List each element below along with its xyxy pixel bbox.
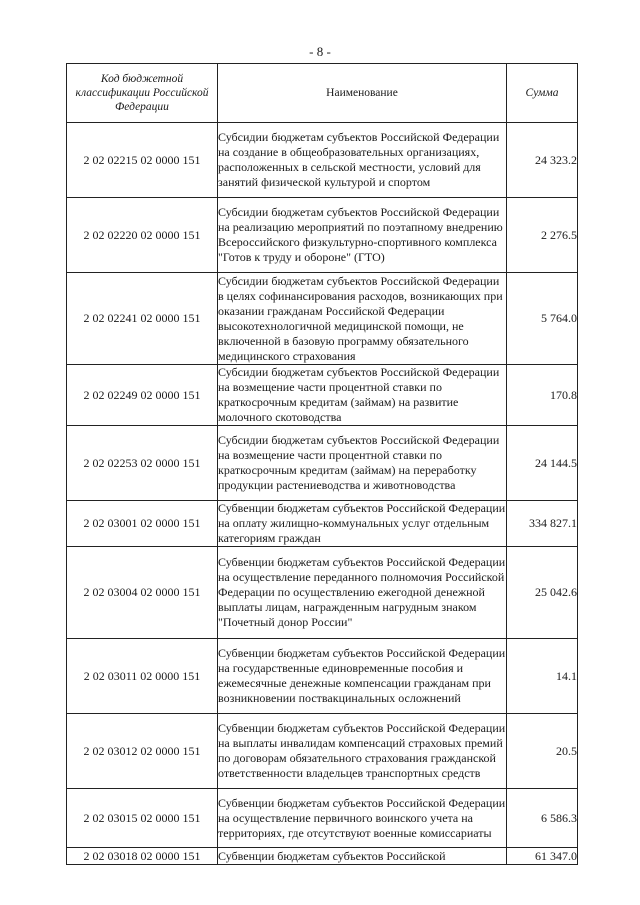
row-code: 2 02 02215 02 0000 151 xyxy=(67,123,218,198)
row-name: Субсидии бюджетам субъектов Российской Федерации на возмещение части процентной ставки по краткосрочным кредитам (займам) на развитие молочного скотоводства xyxy=(218,365,507,426)
header-code: Код бюджетной классификации Российской Федерации xyxy=(67,64,218,123)
table-row xyxy=(67,426,578,501)
row-sum: 25 042.6 xyxy=(507,547,578,639)
row-name: Субвенции бюджетам субъектов Российской Федерации на выплаты инвалидам компенсаций страховых премий по договорам обязательного страхования гражданской ответственности владельцев транспортных средств xyxy=(218,714,507,789)
row-sum: 2 276.5 xyxy=(507,198,578,273)
row-sum: 24 323.2 xyxy=(507,123,578,198)
header-name: Наименование xyxy=(218,64,507,123)
row-code: 2 02 03011 02 0000 151 xyxy=(67,639,218,714)
table-row xyxy=(67,365,578,426)
row-code: 2 02 02241 02 0000 151 xyxy=(67,273,218,365)
row-code: 2 02 03012 02 0000 151 xyxy=(67,714,218,789)
table-row xyxy=(67,547,578,639)
row-name: Субвенции бюджетам субъектов Российской Федерации на осуществление первичного воинского учета на территориях, где отсутствуют военные комиссариаты xyxy=(218,789,507,848)
row-sum: 334 827.1 xyxy=(507,501,578,547)
table-row xyxy=(67,714,578,789)
row-sum: 170.8 xyxy=(507,365,578,426)
row-code: 2 02 02220 02 0000 151 xyxy=(67,198,218,273)
row-name: Субвенции бюджетам субъектов Российской Федерации на государственные единовременные пособия и ежемесячные денежные компенсации гражданам при возникновении поствакцинальных осложнений xyxy=(218,639,507,714)
table-row xyxy=(67,123,578,198)
table-row xyxy=(67,501,578,547)
row-code: 2 02 03004 02 0000 151 xyxy=(67,547,218,639)
table-row xyxy=(67,273,578,365)
budget-table xyxy=(66,63,578,865)
row-code: 2 02 02249 02 0000 151 xyxy=(67,365,218,426)
row-name: Субсидии бюджетам субъектов Российской Федерации на создание в общеобразовательных организациях, расположенных в сельской местности, условий для занятий физической культурой и спортом xyxy=(218,123,507,198)
row-sum: 24 144.5 xyxy=(507,426,578,501)
row-sum: 14.1 xyxy=(507,639,578,714)
row-name: Субвенции бюджетам субъектов Российской xyxy=(218,848,507,865)
table-row xyxy=(67,639,578,714)
table-header-row xyxy=(67,64,578,123)
row-name: Субсидии бюджетам субъектов Российской Федерации на реализацию мероприятий по поэтапному внедрению Всероссийского физкультурно-спортивного комплекса "Готов к труду и обороне" (ГТО) xyxy=(218,198,507,273)
row-name: Субвенции бюджетам субъектов Российской Федерации на оплату жилищно-коммунальных услуг отдельным категориям граждан xyxy=(218,501,506,545)
row-sum: 5 764.0 xyxy=(507,273,578,365)
row-code: 2 02 03001 02 0000 151 xyxy=(67,501,218,547)
row-name: Субсидии бюджетам субъектов Российской Федерации в целях софинансирования расходов, возникающих при оказании гражданам Российской Федерации высокотехнологичной медицинской помощи, не включенной в базовую программу обязательного медицинского страхования xyxy=(218,273,507,365)
row-sum: 6 586.3 xyxy=(507,789,578,848)
row-code: 2 02 02253 02 0000 151 xyxy=(67,426,218,501)
table-row xyxy=(67,789,578,848)
table-row xyxy=(67,198,578,273)
row-name: Субсидии бюджетам субъектов Российской Федерации на возмещение части процентной ставки по краткосрочным кредитам (займам) на переработку продукции растениеводства и животноводства xyxy=(218,426,507,501)
row-sum: 20.5 xyxy=(507,714,578,789)
row-code: 2 02 03015 02 0000 151 xyxy=(67,789,218,848)
row-code: 2 02 03018 02 0000 151 xyxy=(67,848,218,865)
table-row xyxy=(67,848,578,865)
page-number: - 8 - xyxy=(309,44,331,59)
row-sum: 61 347.0 xyxy=(507,848,578,865)
header-sum: Сумма xyxy=(507,64,578,123)
row-name: Субвенции бюджетам субъектов Российской Федерации на осуществление переданного полномочия Российской Федерации по осуществлению ежегодной денежной выплаты лицам, награжденным нагрудным знаком "Почетный донор России" xyxy=(218,547,507,639)
